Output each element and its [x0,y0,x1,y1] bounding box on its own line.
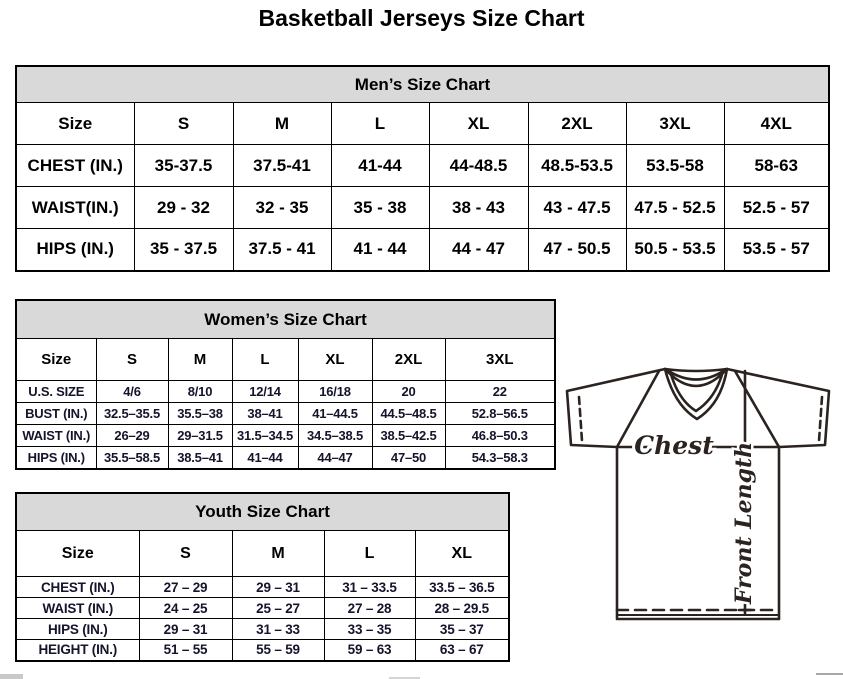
value-cell: 44 - 47 [429,229,528,271]
value-cell: 24 – 25 [139,598,232,619]
column-header: 3XL [626,103,724,145]
column-header: S [96,339,168,381]
value-cell: 32 - 35 [233,187,331,229]
column-header: S [134,103,233,145]
value-cell: 32.5–35.5 [96,403,168,425]
row-label: U.S. SIZE [16,381,96,403]
column-header: XL [429,103,528,145]
value-cell: 33.5 – 36.5 [415,577,509,598]
value-cell: 53.5 - 57 [724,229,829,271]
row-label: HIPS (IN.) [16,447,96,469]
value-cell: 55 – 59 [232,640,324,661]
value-cell: 22 [445,381,555,403]
value-cell: 37.5 - 41 [233,229,331,271]
column-header: 2XL [372,339,445,381]
chest-label: Chest [634,431,714,460]
value-cell: 35.5–58.5 [96,447,168,469]
value-cell: 46.8–50.3 [445,425,555,447]
value-cell: 43 - 47.5 [528,187,626,229]
value-cell: 58-63 [724,145,829,187]
row-label: WAIST(IN.) [16,187,134,229]
womens-size-chart-table [15,299,556,470]
table-row [16,145,829,187]
table-title: Men’s Size Chart [16,66,829,103]
youth-size-chart-table [15,492,510,662]
column-header: L [232,339,298,381]
row-label: WAIST (IN.) [16,598,139,619]
value-cell: 4/6 [96,381,168,403]
value-cell: 8/10 [168,381,232,403]
value-cell: 16/18 [298,381,372,403]
value-cell: 35 - 37.5 [134,229,233,271]
collar-icon [665,369,727,371]
row-label: HEIGHT (IN.) [16,640,139,661]
value-cell: 35.5–38 [168,403,232,425]
column-header: XL [415,531,509,577]
jersey-diagram [558,356,843,628]
value-cell: 31.5–34.5 [232,425,298,447]
row-label: BUST (IN.) [16,403,96,425]
value-cell: 31 – 33.5 [324,577,415,598]
jersey-outline-icon [567,369,829,619]
table-row [16,381,555,403]
value-cell: 51 – 55 [139,640,232,661]
row-label: CHEST (IN.) [16,145,134,187]
value-cell: 12/14 [232,381,298,403]
column-header: M [232,531,324,577]
value-cell: 27 – 28 [324,598,415,619]
value-cell: 47 - 50.5 [528,229,626,271]
value-cell: 31 – 33 [232,619,324,640]
column-header: Size [16,103,134,145]
value-cell: 47.5 - 52.5 [626,187,724,229]
value-cell: 52.5 - 57 [724,187,829,229]
value-cell: 41–44.5 [298,403,372,425]
value-cell: 29 - 32 [134,187,233,229]
table-row [16,187,829,229]
value-cell: 44.5–48.5 [372,403,445,425]
scrollbar-fragment-left[interactable] [0,674,23,679]
value-cell: 33 – 35 [324,619,415,640]
value-cell: 35 - 38 [331,187,429,229]
table-row [16,598,509,619]
value-cell: 38.5–42.5 [372,425,445,447]
value-cell: 29 – 31 [139,619,232,640]
value-cell: 59 – 63 [324,640,415,661]
value-cell: 38–41 [232,403,298,425]
value-cell: 28 – 29.5 [415,598,509,619]
value-cell: 37.5-41 [233,145,331,187]
table-row [16,425,555,447]
value-cell: 27 – 29 [139,577,232,598]
column-header: Size [16,339,96,381]
value-cell: 25 – 27 [232,598,324,619]
table-row [16,640,509,661]
value-cell: 29–31.5 [168,425,232,447]
right-seam-line [735,371,779,447]
table-row [16,619,509,640]
column-header: L [331,103,429,145]
column-header: 2XL [528,103,626,145]
value-cell: 41 - 44 [331,229,429,271]
column-header: M [233,103,331,145]
table-title: Youth Size Chart [16,493,509,531]
value-cell: 41-44 [331,145,429,187]
column-header: 4XL [724,103,829,145]
table-row [16,577,509,598]
column-header: L [324,531,415,577]
column-header: XL [298,339,372,381]
value-cell: 41–44 [232,447,298,469]
row-label: HIPS (IN.) [16,619,139,640]
value-cell: 38.5–41 [168,447,232,469]
row-label: HIPS (IN.) [16,229,134,271]
value-cell: 47–50 [372,447,445,469]
value-cell: 44-48.5 [429,145,528,187]
value-cell: 48.5-53.5 [528,145,626,187]
value-cell: 53.5-58 [626,145,724,187]
mens-size-chart-table [15,65,830,272]
row-label: WAIST (IN.) [16,425,96,447]
value-cell: 63 – 67 [415,640,509,661]
value-cell: 54.3–58.3 [445,447,555,469]
column-header: M [168,339,232,381]
front-length-label: Front Length [731,441,757,605]
value-cell: 35 – 37 [415,619,509,640]
value-cell: 29 – 31 [232,577,324,598]
table-row [16,447,555,469]
right-sleeve-stitch [819,397,822,441]
page-title: Basketball Jerseys Size Chart [258,5,585,31]
value-cell: 20 [372,381,445,403]
value-cell: 52.8–56.5 [445,403,555,425]
column-header: S [139,531,232,577]
value-cell: 50.5 - 53.5 [626,229,724,271]
value-cell: 44–47 [298,447,372,469]
table-row [16,403,555,425]
row-label: CHEST (IN.) [16,577,139,598]
column-header: 3XL [445,339,555,381]
left-sleeve-stitch [579,397,582,441]
column-header: Size [16,531,139,577]
value-cell: 26–29 [96,425,168,447]
value-cell: 34.5–38.5 [298,425,372,447]
value-cell: 38 - 43 [429,187,528,229]
table-row [16,229,829,271]
scrollbar-fragment-right[interactable] [816,673,843,675]
value-cell: 35-37.5 [134,145,233,187]
table-title: Women’s Size Chart [16,300,555,339]
